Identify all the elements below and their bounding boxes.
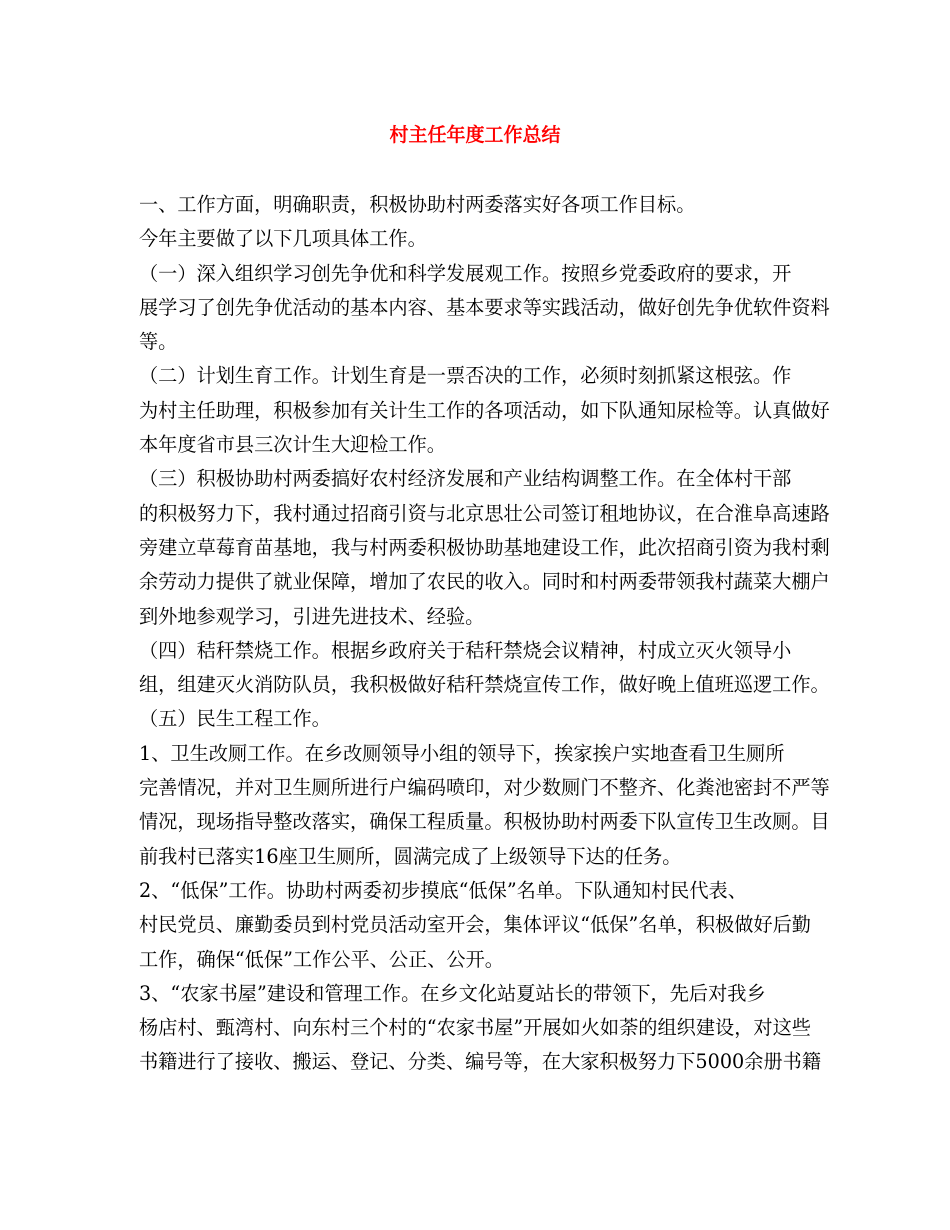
paragraph-line: 2、“低保”工作。协助村两委初步摸底“低保”名单。下队通知村民代表、 (139, 878, 747, 902)
paragraph-line: 工作，确保“低保”工作公平、公正、公开。 (139, 947, 504, 971)
paragraph-line: 到外地参观学习，引进先进技术、经验。 (139, 604, 485, 628)
body-paragraph (139, 462, 830, 633)
body-paragraph (139, 257, 830, 360)
paragraph-line: 为村主任助理，积极参加有关计生工作的各项活动，如下队通知尿检等。认真做好 (139, 398, 830, 422)
body-paragraph (139, 634, 830, 703)
paragraph-line: 一、工作方面，明确职责，积极协助村两委落实好各项工作目标。 (139, 193, 696, 216)
paragraph-line: （三）积极协助村两委搞好农村经济发展和产业结构调整工作。在全体村干部 (139, 467, 792, 491)
paragraph-line: 3、“农家书屋”建设和管理工作。在乡文化站夏站长的带领下，先后对我乡 (139, 981, 766, 1005)
body-paragraph (139, 222, 819, 256)
paragraph-line: （二）计划生育工作。计划生育是一票否决的工作，必须时刻抓紧这根弦。作 (139, 364, 792, 388)
paragraph-line: 完善情况，并对卫生厕所进行户编码喷印，对少数厕门不整齐、化粪池密封不严等 (139, 776, 830, 800)
paragraph-line: 展学习了创先争优活动的基本内容、基本要求等实践活动，做好创先争优软件资料 (139, 295, 830, 319)
paragraph-line: 的积极努力下，我村通过招商引资与北京思壮公司签订租地协议，在合淮阜高速路 (139, 501, 830, 525)
document-title: 村主任年度工作总结 (389, 124, 561, 146)
body-paragraph (139, 874, 819, 977)
paragraph-line: 村民党员、廉勤委员到村党员活动室开会，集体评议“低保”名单，积极做好后勤 (139, 913, 811, 937)
paragraph-line: 本年度省市县三次计生大迎检工作。 (139, 433, 446, 457)
paragraph-line: 余劳动力提供了就业保障，增加了农民的收入。同时和村两委带领我村蔬菜大棚户 (139, 570, 830, 594)
paragraph-line: 书籍进行了接收、搬运、登记、分类、编号等，在大家积极努力下5000余册书籍 (139, 1050, 822, 1074)
body-paragraph (139, 977, 822, 1080)
body-paragraph (139, 188, 819, 222)
paragraph-line: （一）深入组织学习创先争优和科学发展观工作。按照乡党委政府的要求，开 (139, 261, 792, 285)
paragraph-line: （四）秸秆禁烧工作。根据乡政府关于秸秆禁烧会议精神，村成立灭火领导小 (139, 638, 792, 662)
paragraph-line: 杨店村、甄湾村、向东村三个村的“农家书屋”开展如火如荼的组织建设，对这些 (139, 1016, 811, 1040)
body-paragraph (139, 359, 830, 462)
paragraph-line: 组，组建灭火消防队员，我积极做好秸秆禁烧宣传工作，做好晚上值班巡逻工作。 (139, 673, 830, 697)
paragraph-line: 前我村已落实16座卫生厕所，圆满完成了上级领导下达的任务。 (139, 844, 682, 868)
paragraph-line: （五）民生工程工作。 (139, 707, 331, 731)
paragraph-line: 今年主要做了以下几项具体工作。 (139, 227, 427, 251)
body-paragraph (139, 737, 830, 874)
paragraph-line: 等。 (139, 330, 178, 354)
document-body (139, 188, 830, 1080)
paragraph-line: 情况，现场指导整改落实，确保工程质量。积极协助村两委下队宣传卫生改厕。目 (139, 810, 830, 834)
body-paragraph (139, 702, 819, 736)
paragraph-line: 旁建立草莓育苗基地，我与村两委积极协助基地建设工作，此次招商引资为我村剩 (139, 535, 830, 559)
paragraph-line: 1、卫生改厕工作。在乡改厕领导小组的领导下，挨家挨户实地查看卫生厕所 (139, 741, 785, 765)
